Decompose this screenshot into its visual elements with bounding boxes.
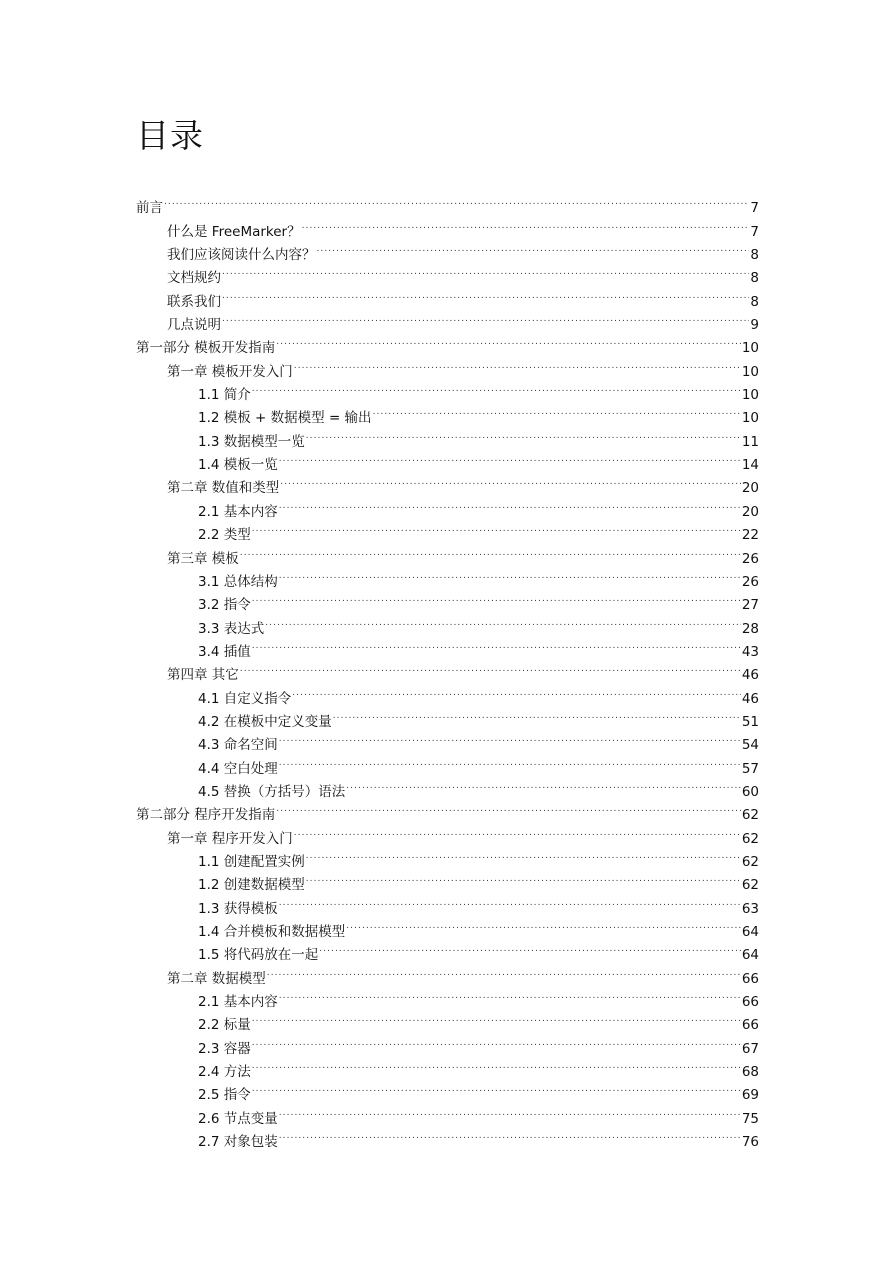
toc-page-number: 20 [741,503,759,520]
toc-page-number: 68 [741,1064,759,1081]
toc-entry-title: 第三章 模板 [167,550,239,567]
toc-page-number: 57 [741,760,759,777]
toc-heading: 目录 [136,116,204,155]
toc-page-number: 10 [741,387,759,404]
toc-page-number: 46 [741,690,759,707]
toc-dot-leader [279,446,741,469]
toc-page-number: 14 [741,457,759,474]
toc-entry-title: 文档规约 [167,270,221,287]
toc-dot-leader [279,492,741,515]
toc-page-number: 10 [741,363,759,380]
toc-page-number: 76 [741,1134,759,1151]
toc-page-number: 60 [741,783,759,800]
toc-page-number: 10 [741,340,759,357]
toc-entry-title: 2.1 基本内容 [198,503,278,520]
toc-dot-leader [279,983,741,1006]
toc-page-number: 64 [741,947,759,964]
toc-entry[interactable] [136,259,759,287]
toc-dot-leader [373,399,741,422]
toc-entry-title: 1.4 合并模板和数据模型 [198,924,346,940]
toc-dot-leader [276,796,741,819]
toc-entry[interactable] [136,329,759,357]
toc-dot-leader [294,819,741,842]
toc-page-number: 69 [741,1087,759,1104]
toc-dot-leader [306,843,741,866]
toc-page-number: 63 [741,900,759,917]
toc-entry-title: 4.4 空白处理 [198,760,278,777]
toc-page-number: 62 [741,830,759,847]
toc-entry-title: 联系我们 [167,293,221,310]
toc-entry-title: 第二部分 程序开发指南 [136,807,276,824]
toc-page-number: 62 [741,807,759,824]
toc-dot-leader [317,236,750,259]
toc-entry-title: 1.1 简介 [198,387,251,404]
toc-dot-leader [279,749,741,772]
toc-page-number: 8 [750,293,759,310]
toc-page-number: 9 [750,317,759,334]
toc-dot-leader [240,656,741,679]
toc-page-number: 22 [741,527,759,544]
toc-entry-title: 前言 [136,200,163,217]
toc-dot-leader [252,586,741,609]
toc-page-number: 20 [741,480,759,497]
toc-dot-leader [294,352,741,375]
toc-entry-title: 3.1 总体结构 [198,573,278,590]
toc-dot-leader [240,539,741,562]
toc-entry-title: 3.2 指令 [198,597,251,614]
toc-entry-title: 2.2 标量 [198,1017,251,1034]
toc-dot-leader [276,329,741,352]
toc-entry-title: 2.1 基本内容 [198,994,278,1011]
table-of-contents [136,189,759,1151]
toc-dot-leader [252,633,741,656]
toc-page-number: 66 [741,970,759,987]
toc-dot-leader [222,306,749,329]
toc-entry-title: 4.2 在模板中定义变量 [198,713,332,730]
toc-page-number: 64 [741,924,759,940]
toc-dot-leader [333,703,741,726]
toc-entry-title: 2.6 节点变量 [198,1110,278,1127]
toc-dot-leader [252,1076,741,1099]
toc-entry-title: 1.2 创建数据模型 [198,877,305,894]
toc-entry-title: 第二章 数据模型 [167,970,266,987]
toc-entry-title: 4.5 替换（方括号）语法 [198,783,346,800]
toc-entry-title: 第一章 模板开发入门 [167,363,293,380]
toc-entry[interactable] [136,189,759,217]
toc-entry-title: 4.3 命名空间 [198,737,278,754]
toc-dot-leader [292,679,741,702]
toc-page-number: 8 [750,270,759,287]
toc-dot-leader [306,866,741,889]
toc-dot-leader [222,259,749,282]
toc-entry-title: 1.1 创建配置实例 [198,853,305,870]
toc-entry-title: 2.5 指令 [198,1087,251,1104]
toc-page-number: 27 [741,597,759,614]
toc-dot-leader [252,1006,741,1029]
toc-dot-leader [252,376,741,399]
toc-entry-title: 2.7 对象包装 [198,1134,278,1151]
toc-dot-leader [319,936,741,959]
toc-dot-leader [252,1029,741,1052]
toc-dot-leader [279,889,741,912]
toc-entry-title: 我们应该阅读什么内容？ [167,247,316,264]
toc-entry[interactable] [136,282,759,310]
toc-page-number: 26 [741,550,759,567]
toc-dot-leader [252,1053,741,1076]
toc-page-number: 7 [750,200,759,217]
toc-entry-title: 几点说明 [167,317,221,334]
toc-page-number: 66 [741,1017,759,1034]
toc-entry[interactable] [136,306,759,334]
toc-page-number: 10 [741,410,759,427]
toc-entry-title: 1.3 获得模板 [198,900,278,917]
toc-dot-leader [279,563,741,586]
toc-page-number: 43 [741,643,759,660]
toc-dot-leader [306,422,741,445]
toc-entry-title: 1.4 模板一览 [198,457,278,474]
toc-page-number: 54 [741,737,759,754]
toc-entry-title: 4.1 自定义指令 [198,690,292,707]
toc-dot-leader [279,1099,741,1122]
toc-dot-leader [267,959,741,982]
toc-page-number: 46 [741,667,759,684]
toc-entry-title: 第二章 数值和类型 [167,480,280,497]
toc-dot-leader [164,189,749,212]
toc-dot-leader [279,1123,741,1146]
toc-entry-title: 1.2 模板 + 数据模型 = 输出 [198,410,372,427]
toc-dot-leader [280,469,741,492]
toc-dot-leader [252,516,741,539]
toc-page-number: 51 [741,713,759,730]
toc-entry-title: 1.5 将代码放在一起 [198,947,319,964]
toc-dot-leader [265,609,741,632]
toc-entry-title: 2.4 方法 [198,1064,251,1081]
toc-page-number: 62 [741,853,759,870]
toc-entry-title: 3.3 表达式 [198,620,265,637]
toc-entry-title: 第四章 其它 [167,667,239,684]
toc-page-number: 75 [741,1110,759,1127]
toc-page-number: 62 [741,877,759,894]
toc-page-number: 8 [750,247,759,264]
toc-entry-title: 第一章 程序开发入门 [167,830,293,847]
toc-page-number: 66 [741,994,759,1011]
toc-entry-title: 什么是 FreeMarker？ [167,223,301,240]
toc-dot-leader [302,212,750,235]
toc-entry-title: 3.4 插值 [198,643,251,660]
toc-page-number: 26 [741,573,759,590]
toc-dot-leader [346,773,741,796]
toc-entry-title: 1.3 数据模型一览 [198,433,305,450]
toc-page-number: 11 [741,433,759,450]
toc-page-number: 28 [741,620,759,637]
toc-page-number: 67 [741,1040,759,1057]
toc-entry-title: 2.2 类型 [198,527,251,544]
toc-dot-leader [279,726,741,749]
toc-page-number: 7 [750,223,759,240]
toc-dot-leader [346,913,741,936]
toc-entry[interactable] [136,212,759,240]
toc-dot-leader [222,282,749,305]
toc-entry-title: 第一部分 模板开发指南 [136,340,276,357]
toc-entry-title: 2.3 容器 [198,1040,251,1057]
